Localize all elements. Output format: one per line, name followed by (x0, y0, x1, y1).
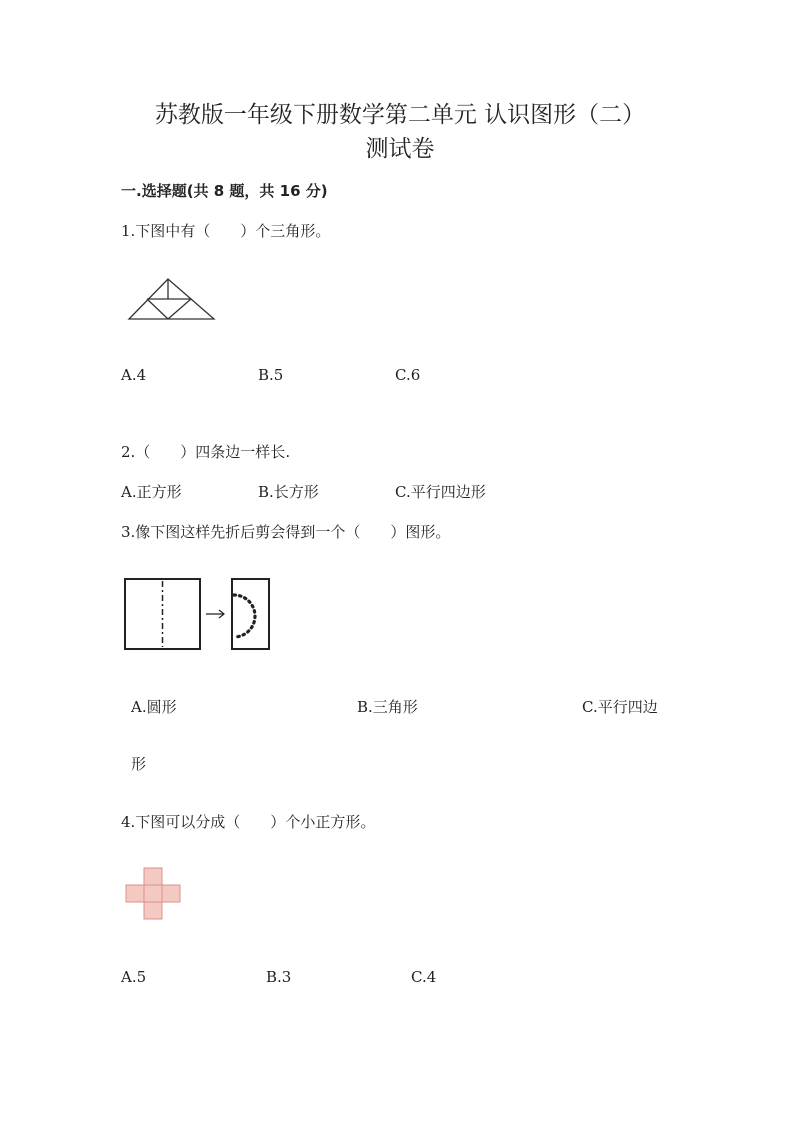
triangle-figure (126, 275, 218, 323)
option-b[interactable]: B.三角形 (357, 698, 418, 716)
option-c[interactable]: C.4 (411, 968, 437, 986)
option-c-wrap: 形 (131, 755, 147, 773)
question-stem: 3.像下图这样先折后剪会得到一个（ ）图形。 (121, 523, 451, 541)
option-c[interactable]: C.6 (395, 366, 421, 384)
question-stem: 4.下图可以分成（ ）个小正方形。 (121, 813, 376, 831)
option-a[interactable]: A.正方形 (121, 483, 182, 501)
option-c[interactable]: C.平行四边 (582, 698, 658, 716)
option-a[interactable]: A.5 (121, 968, 147, 986)
option-c[interactable]: C.平行四边形 (395, 483, 486, 501)
option-b[interactable]: B.3 (266, 968, 292, 986)
option-a[interactable]: A.4 (121, 366, 147, 384)
option-b[interactable]: B.长方形 (258, 483, 319, 501)
cross-figure (125, 867, 185, 922)
title-line-1: 苏教版一年级下册数学第二单元 认识图形（二） (154, 102, 646, 128)
question-stem: 1.下图中有（ ）个三角形。 (121, 222, 331, 240)
section-heading: 一.选择题(共 8 题，共 16 分) (121, 182, 328, 200)
option-a[interactable]: A.圆形 (131, 698, 177, 716)
question-stem: 2.（ ）四条边一样长. (121, 443, 291, 461)
option-b[interactable]: B.5 (258, 366, 284, 384)
fold-cut-figure (124, 577, 274, 652)
title-line-2: 测试卷 (365, 136, 435, 162)
